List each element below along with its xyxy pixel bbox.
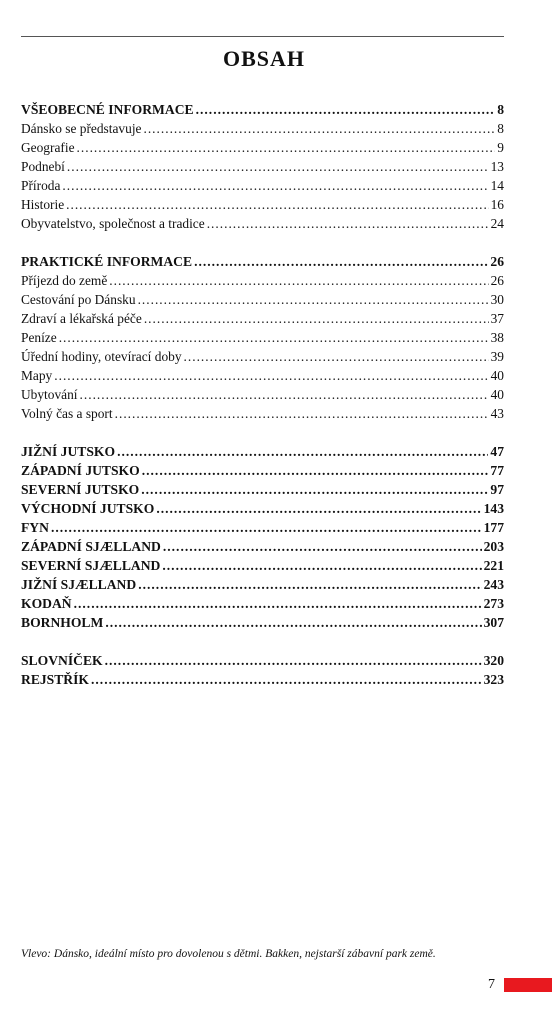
- toc-section-heading[interactable]: [21, 100, 504, 119]
- toc-page: 177: [483, 520, 504, 535]
- toc-page: 13: [490, 159, 504, 174]
- dot-leader: [196, 100, 496, 119]
- toc-page: 203: [483, 539, 504, 554]
- toc-page: 16: [490, 197, 504, 212]
- toc-page: 323: [483, 672, 504, 687]
- toc-label: Příroda: [21, 178, 61, 193]
- dot-leader: [142, 461, 489, 480]
- toc-entry[interactable]: [21, 176, 504, 195]
- dot-leader: [51, 518, 482, 537]
- toc-page: 8: [497, 121, 504, 136]
- toc-label: Ubytování: [21, 387, 78, 402]
- toc-appendix-entry[interactable]: [21, 651, 504, 670]
- toc-page: 77: [490, 463, 504, 478]
- toc-entry[interactable]: [21, 385, 504, 404]
- toc-page: 8: [497, 102, 504, 117]
- section-spacer: [21, 423, 504, 442]
- red-edge-tab: [504, 978, 552, 992]
- toc-region-entry[interactable]: [21, 556, 504, 575]
- dot-leader: [144, 309, 489, 328]
- dot-leader: [59, 328, 489, 347]
- toc-region-entry[interactable]: [21, 518, 504, 537]
- toc-page: 43: [490, 406, 504, 421]
- dot-leader: [143, 119, 495, 138]
- dot-leader: [77, 138, 496, 157]
- toc-page: 24: [490, 216, 504, 231]
- dot-leader: [67, 157, 489, 176]
- toc-entry[interactable]: [21, 328, 504, 347]
- toc-label: ZÁPADNÍ JUTSKO: [21, 463, 140, 478]
- toc-page: 221: [483, 558, 504, 573]
- dot-leader: [91, 670, 482, 689]
- toc-label: SEVERNÍ JUTSKO: [21, 482, 140, 497]
- toc-region-entry[interactable]: [21, 442, 504, 461]
- dot-leader: [138, 575, 481, 594]
- toc-label: Geografie: [21, 140, 75, 155]
- section-spacer: [21, 632, 504, 651]
- toc-region-entry[interactable]: [21, 537, 504, 556]
- toc-label: Mapy: [21, 368, 53, 383]
- dot-leader: [207, 214, 489, 233]
- toc-page: 37: [490, 311, 504, 326]
- dot-leader: [105, 613, 481, 632]
- dot-leader: [80, 385, 489, 404]
- toc-entry[interactable]: [21, 119, 504, 138]
- page-title: OBSAH: [222, 46, 306, 71]
- toc-label: Obyvatelstvo, společnost a tradice: [21, 216, 205, 231]
- toc-appendix-entry[interactable]: [21, 670, 504, 689]
- toc-label: VÝCHODNÍ JUTSKO: [21, 501, 155, 516]
- toc-region-entry[interactable]: [21, 575, 504, 594]
- table-of-contents: [21, 100, 504, 689]
- toc-label: SLOVNÍČEK: [21, 653, 103, 668]
- toc-label: Peníze: [21, 330, 57, 345]
- toc-label: Zdraví a lékařská péče: [21, 311, 142, 326]
- dot-leader: [62, 176, 488, 195]
- toc-page: 307: [483, 615, 504, 630]
- dot-leader: [141, 480, 488, 499]
- toc-region-entry[interactable]: [21, 594, 504, 613]
- toc-page: 320: [483, 653, 504, 668]
- toc-entry[interactable]: [21, 138, 504, 157]
- toc-label: KODAŇ: [21, 596, 72, 611]
- toc-page: 39: [490, 349, 504, 364]
- toc-page: 273: [483, 596, 504, 611]
- toc-page: 40: [490, 387, 504, 402]
- toc-section-heading[interactable]: [21, 252, 504, 271]
- toc-page: 243: [483, 577, 504, 592]
- toc-label: Cestování po Dánsku: [21, 292, 136, 307]
- toc-region-entry[interactable]: [21, 461, 504, 480]
- toc-region-entry[interactable]: [21, 480, 504, 499]
- toc-entry[interactable]: [21, 271, 504, 290]
- toc-label: VŠEOBECNÉ INFORMACE: [21, 102, 194, 117]
- dot-leader: [156, 499, 481, 518]
- dot-leader: [194, 252, 488, 271]
- dot-leader: [115, 404, 489, 423]
- toc-entry[interactable]: [21, 195, 504, 214]
- toc-region-entry[interactable]: [21, 499, 504, 518]
- toc-page: 26: [490, 254, 504, 269]
- dot-leader: [54, 366, 488, 385]
- toc-entry[interactable]: [21, 157, 504, 176]
- toc-entry[interactable]: [21, 214, 504, 233]
- toc-page: 9: [497, 140, 504, 155]
- toc-page: 40: [490, 368, 504, 383]
- photo-caption: Vlevo: Dánsko, ideální místo pro dovolenou s dětmi. Bakken, nejstarší zábavní park země.: [21, 948, 436, 960]
- toc-label: Dánsko se představuje: [21, 121, 142, 136]
- toc-label: Podnebí: [21, 159, 65, 174]
- dot-leader: [184, 347, 489, 366]
- toc-label: Historie: [21, 197, 65, 212]
- toc-label: Příjezd do země: [21, 273, 108, 288]
- toc-entry[interactable]: [21, 290, 504, 309]
- page-number: 7: [488, 977, 495, 992]
- section-spacer: [21, 233, 504, 252]
- toc-label: SEVERNÍ SJÆLLAND: [21, 558, 161, 573]
- toc-entry[interactable]: [21, 347, 504, 366]
- toc-label: BORNHOLM: [21, 615, 104, 630]
- toc-region-entry[interactable]: [21, 613, 504, 632]
- toc-page: 26: [490, 273, 504, 288]
- toc-page: 97: [490, 482, 504, 497]
- toc-page: 14: [490, 178, 504, 193]
- dot-leader: [109, 271, 488, 290]
- toc-label: FYN: [21, 520, 49, 535]
- toc-label: JIŽNÍ SJÆLLAND: [21, 577, 137, 592]
- dot-leader: [66, 195, 488, 214]
- toc-entry[interactable]: [21, 366, 504, 385]
- toc-entry[interactable]: [21, 309, 504, 328]
- top-rule: [21, 36, 504, 37]
- dot-leader: [117, 442, 488, 461]
- toc-label: Úřední hodiny, otevírací doby: [21, 349, 182, 364]
- toc-label: JIŽNÍ JUTSKO: [21, 444, 116, 459]
- toc-label: PRAKTICKÉ INFORMACE: [21, 254, 193, 269]
- toc-page: 143: [483, 501, 504, 516]
- toc-label: REJSTŘÍK: [21, 672, 89, 687]
- toc-label: ZÁPADNÍ SJÆLLAND: [21, 539, 161, 554]
- toc-entry[interactable]: [21, 404, 504, 423]
- toc-page: 30: [490, 292, 504, 307]
- dot-leader: [163, 537, 482, 556]
- toc-label: Volný čas a sport: [21, 406, 113, 421]
- dot-leader: [74, 594, 482, 613]
- dot-leader: [138, 290, 489, 309]
- dot-leader: [105, 651, 482, 670]
- toc-page: 38: [490, 330, 504, 345]
- dot-leader: [162, 556, 481, 575]
- toc-page: 47: [490, 444, 504, 459]
